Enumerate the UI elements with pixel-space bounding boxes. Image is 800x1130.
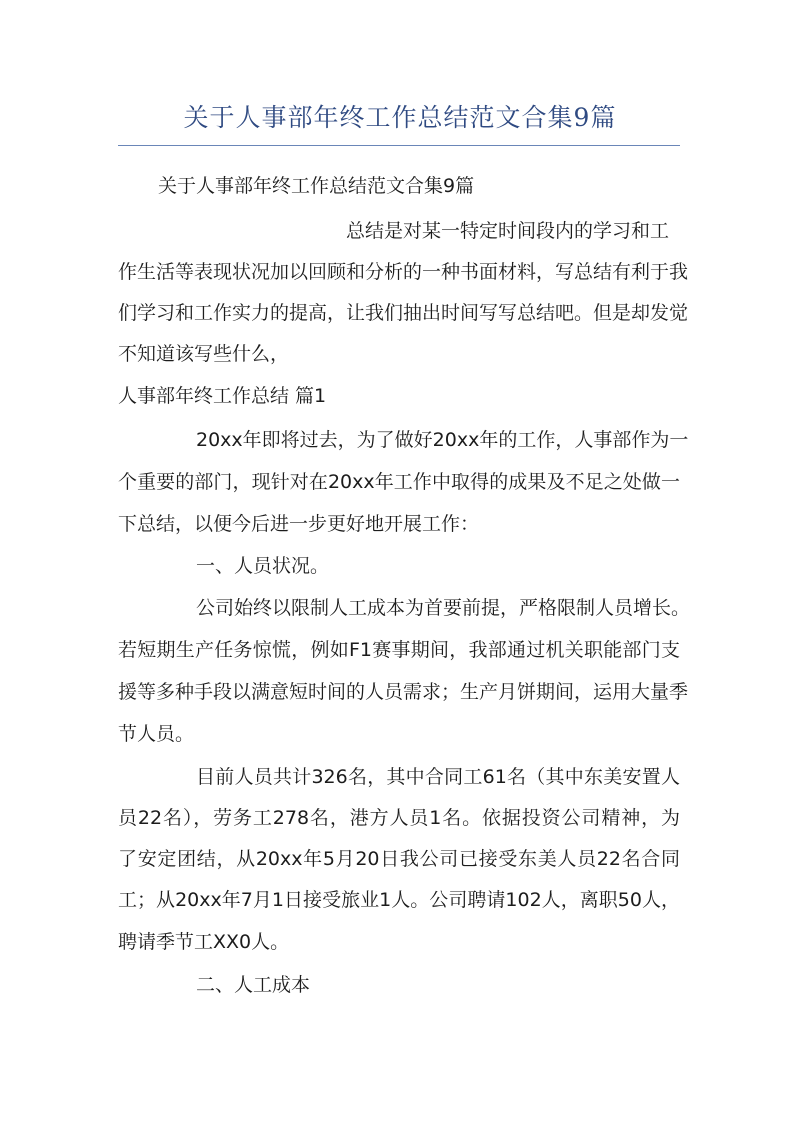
para2-line-4: 节人员。 (118, 723, 195, 745)
para2-line-1: 公司始终以限制人工成本为首要前提，严格限制人员增长。 (196, 597, 691, 619)
document-subtitle: 关于人事部年终工作总结范文合集9篇 (158, 175, 475, 197)
para3-line-5: 聘请季节工XX0人。 (118, 931, 290, 953)
para2-line-2: 若短期生产任务惊慌，例如F1赛事期间，我部通过机关职能部门支 (118, 639, 680, 661)
para1-line-1: 20xx年即将过去，为了做好20xx年的工作，人事部作为一 (196, 429, 689, 451)
heading-labor-cost: 二、人工成本 (196, 974, 311, 996)
title-divider (118, 145, 680, 146)
para2-line-3: 援等多种手段以满意短时间的人员需求；生产月饼期间，运用大量季 (118, 681, 689, 703)
para3-line-3: 了安定团结，从20xx年5月20日我公司已接受东美人员22名合同 (118, 848, 680, 870)
intro-line-2: 作生活等表现状况加以回顾和分析的一种书面材料，写总结有利于我 (118, 261, 689, 283)
para3-line-1: 目前人员共计326名，其中合同工61名（其中东美安置人 (196, 766, 680, 788)
para3-line-4: 工；从20xx年7月1日接受旅业1人。公司聘请102人，离职50人， (118, 889, 680, 911)
heading-personnel: 一、人员状况。 (196, 555, 330, 577)
intro-line-1: 总结是对某一特定时间段内的学习和工 (346, 220, 670, 242)
document-title: 关于人事部年终工作总结范文合集9篇 (183, 103, 617, 132)
section-heading: 人事部年终工作总结 篇1 (118, 385, 327, 407)
intro-line-4: 不知道该写些什么， (118, 343, 290, 365)
para3-line-2: 员22名），劳务工278名，港方人员1名。依据投资公司精神，为 (118, 807, 680, 829)
intro-line-3: 们学习和工作实力的提高，让我们抽出时间写写总结吧。但是却发觉 (118, 302, 689, 324)
para1-line-3: 下总结，以便今后进一步更好地开展工作： (118, 513, 480, 535)
para1-line-2: 个重要的部门，现针对在20xx年工作中取得的成果及不足之处做一 (118, 471, 680, 493)
